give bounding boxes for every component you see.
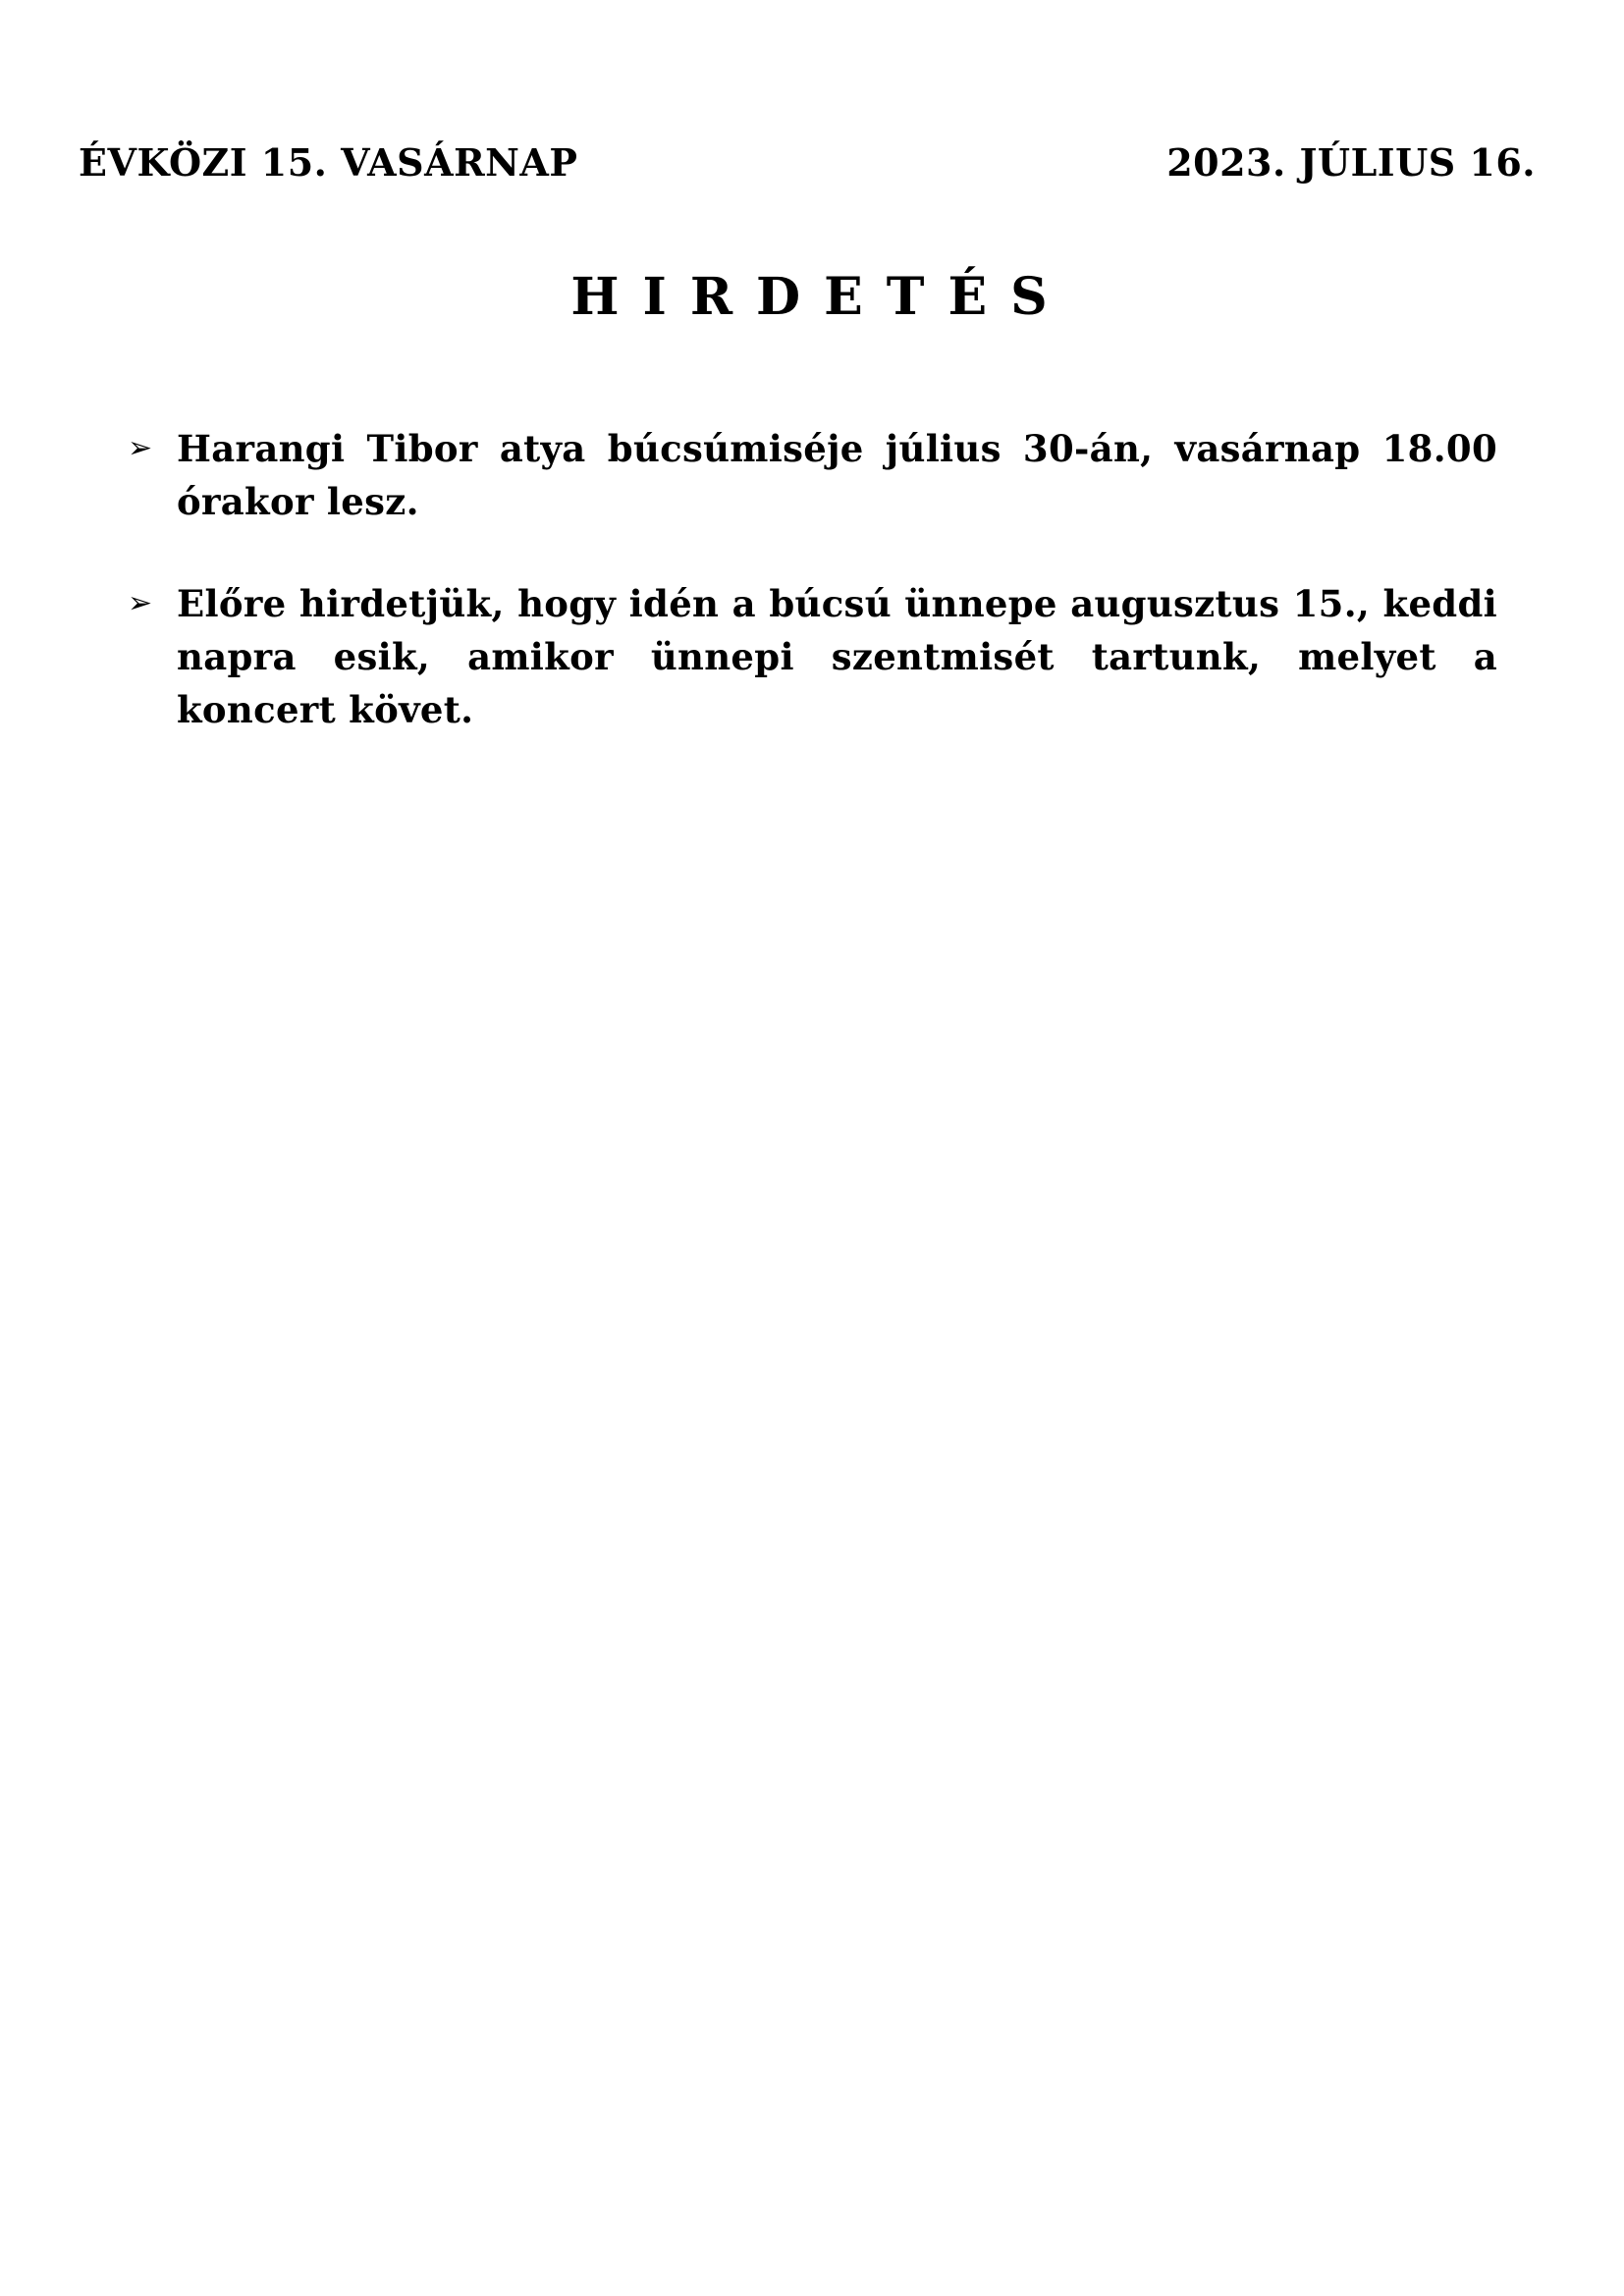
header-liturgical-day: ÉVKÖZI 15. VASÁRNAP: [79, 140, 578, 185]
announcement-item: [128, 422, 1497, 528]
announcement-text: Előre hirdetjük, hogy idén a búcsú ünnepe augusztus 15., keddi napra esik, amikor ünnepi szentmisét tartunk, melyet a koncert követ.: [177, 582, 1497, 731]
announcement-list: [128, 422, 1497, 785]
page-title: HIRDETÉS: [570, 267, 1071, 327]
header-row: [79, 137, 1536, 188]
arrowhead-bullet-icon: ➢: [128, 586, 153, 620]
header-date: 2023. JÚLIUS 16.: [1166, 140, 1536, 185]
arrowhead-bullet-icon: ➢: [128, 431, 153, 465]
announcement-text: Harangi Tibor atya búcsúmiséje július 30-án, vasárnap 18.00 órakor lesz.: [177, 427, 1497, 523]
announcement-item: [128, 577, 1497, 736]
